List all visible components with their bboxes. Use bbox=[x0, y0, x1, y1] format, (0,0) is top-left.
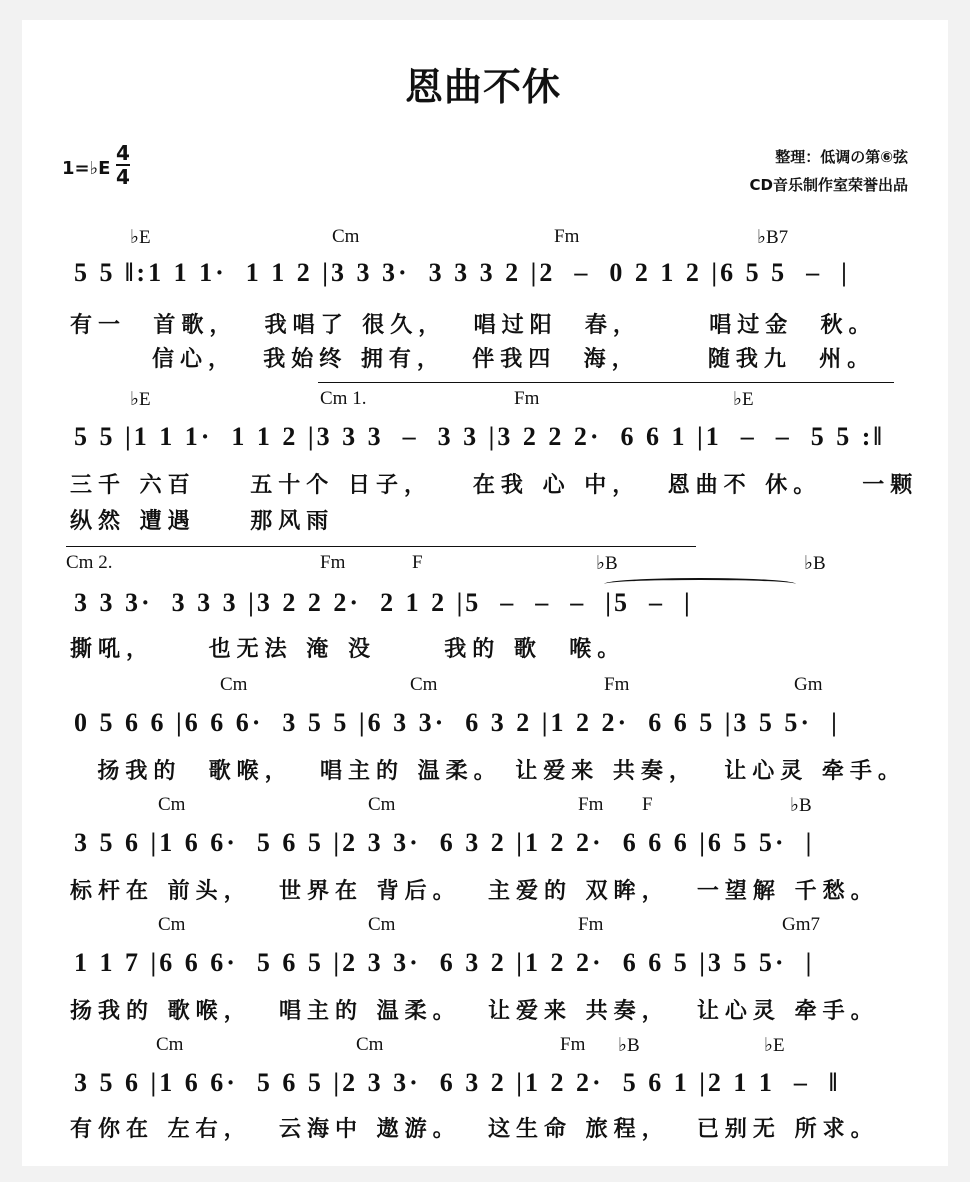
lyric-verse-1: 撕吼， 也无法 淹 没 我的 歌 喉。 bbox=[70, 637, 626, 662]
chord: F bbox=[412, 552, 423, 573]
chord: Cm bbox=[220, 674, 248, 695]
chord: Cm bbox=[158, 914, 186, 935]
chord: ♭E bbox=[130, 389, 151, 410]
chord: F bbox=[642, 794, 653, 815]
credit-producer: CD音乐制作室荣誉出品 bbox=[749, 176, 908, 194]
credit-arranger: 整理：低调の第⑥弦 bbox=[775, 148, 908, 166]
chord: Cm bbox=[410, 674, 438, 695]
lyric-verse-1: 有你在 左右， 云海中 遨游。 这生命 旅程， 已别无 所求。 bbox=[70, 1117, 879, 1142]
chord: Cm bbox=[356, 1034, 384, 1055]
chord: Gm7 bbox=[782, 914, 820, 935]
lyric-verse-1: 有一 首歌， 我唱了 很久， 唱过阳 春， 唱过金 秋。 bbox=[70, 313, 877, 338]
lyric-verse-1: 三千 六百 五十个 日子， 在我 心 中， 恩曲不 休。 一颗 bbox=[70, 473, 919, 498]
chord: Cm bbox=[368, 914, 396, 935]
chord: ♭B7 bbox=[757, 227, 789, 248]
chord: Cm 2. bbox=[66, 552, 113, 573]
notation-line: 1 1 7 |6 6 6· 5 6 5 |2 3 3· 6 3 2 |1 2 2· 6 6 5 |3 5 5· | bbox=[74, 948, 815, 977]
chord: Fm bbox=[514, 388, 540, 409]
chord: ♭E bbox=[764, 1035, 785, 1056]
notation-line: 3 3 3· 3 3 3 |3 2 2 2· 2 1 2 |5 – – – |5 – | bbox=[74, 588, 693, 617]
chord: ♭B bbox=[618, 1035, 640, 1056]
volta-bracket-2 bbox=[66, 546, 696, 547]
time-top: 4 bbox=[116, 141, 130, 165]
lyric-verse-1: 扬我的 歌喉， 唱主的 温柔。 让爱来 共奏， 让心灵 牵手。 bbox=[70, 999, 879, 1024]
chord: Fm bbox=[578, 794, 604, 815]
chord: ♭E bbox=[130, 227, 151, 248]
notation-line: 5 5 |1 1 1· 1 1 2 |3 3 3 – 3 3 |3 2 2 2· 6 6 1 |1 – – 5 5 :‖ bbox=[74, 422, 885, 451]
chord: ♭B bbox=[804, 553, 826, 574]
chord: Fm bbox=[560, 1034, 586, 1055]
chord: ♭B bbox=[790, 795, 812, 816]
volta-bracket-1 bbox=[318, 382, 894, 383]
lyric-verse-2: 信心， 我始终 拥有， 伴我四 海， 随我九 州。 bbox=[70, 347, 876, 372]
chord: Gm bbox=[794, 674, 823, 695]
notation-line: 5 5 ‖:1 1 1· 1 1 2 |3 3 3· 3 3 3 2 |2 – 0 2 1 2 |6 5 5 – | bbox=[74, 258, 850, 287]
chord: Cm bbox=[156, 1034, 184, 1055]
song-title: 恩曲不休 bbox=[405, 65, 562, 109]
chord: ♭B bbox=[596, 553, 618, 574]
key-signature: 1=♭E bbox=[62, 158, 111, 179]
notation-line: 0 5 6 6 |6 6 6· 3 5 5 |6 3 3· 6 3 2 |1 2 2· 6 6 5 |3 5 5· | bbox=[74, 708, 840, 737]
chord: Fm bbox=[604, 674, 630, 695]
time-bottom: 4 bbox=[116, 165, 130, 189]
chord: Fm bbox=[578, 914, 604, 935]
chord: Cm 1. bbox=[320, 388, 367, 409]
chord: ♭E bbox=[733, 389, 754, 410]
chord: Cm bbox=[158, 794, 186, 815]
lyric-verse-1: 标杆在 前头， 世界在 背后。 主爱的 双眸， 一望解 千愁。 bbox=[70, 879, 879, 904]
chord: Cm bbox=[368, 794, 396, 815]
lyric-verse-1: 扬我的 歌喉， 唱主的 温柔。 让爱来 共奏， 让心灵 牵手。 bbox=[70, 759, 906, 784]
chord: Fm bbox=[554, 226, 580, 247]
chord: Cm bbox=[332, 226, 360, 247]
chord: Fm bbox=[320, 552, 346, 573]
time-signature bbox=[116, 142, 130, 188]
notation-line: 3 5 6 |1 6 6· 5 6 5 |2 3 3· 6 3 2 |1 2 2· 5 6 1 |2 1 1 – ‖ bbox=[74, 1068, 841, 1097]
lyric-verse-2: 纵然 遭遇 那风雨 bbox=[70, 509, 335, 534]
notation-line: 3 5 6 |1 6 6· 5 6 5 |2 3 3· 6 3 2 |1 2 2· 6 6 6 |6 5 5· | bbox=[74, 828, 815, 857]
